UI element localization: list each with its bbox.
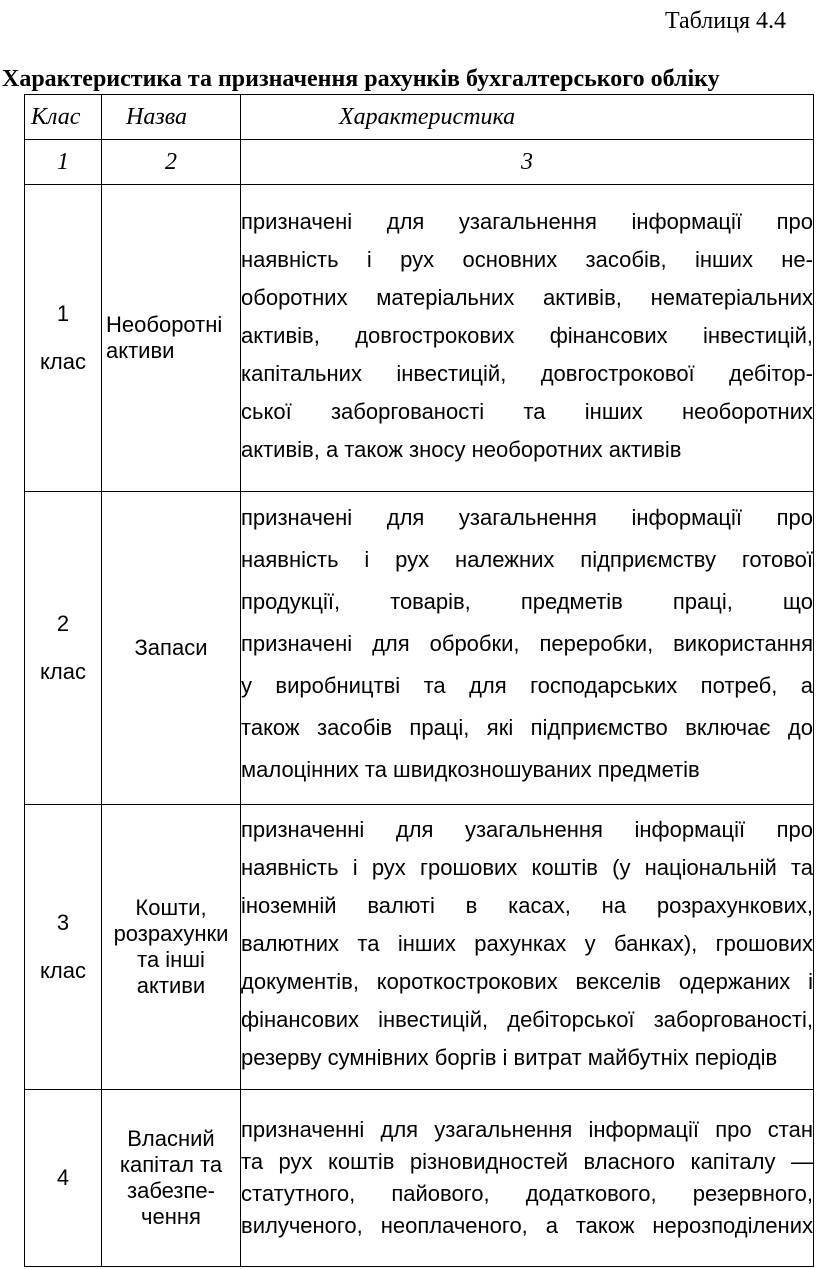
class-cell <box>25 805 102 1090</box>
class-cell <box>25 1090 102 1267</box>
column-number: 2 <box>102 140 241 185</box>
description-line: активів, а також зносу необоротних активів <box>241 437 682 462</box>
account-name: Власний капітал та забезпе- чення <box>102 1090 241 1267</box>
description-line: малоцінних та швидкозношуваних предметів <box>241 757 700 782</box>
class-word: клас <box>40 349 86 374</box>
class-number: 2 <box>56 611 70 636</box>
class-number: 3 <box>56 910 70 935</box>
account-name: Кошти, розрахунки та інші активи <box>102 805 241 1090</box>
description-line: наявність і рух основних засобів, інших не- <box>241 247 813 272</box>
header-name: Назва <box>102 95 241 140</box>
class-word: клас <box>40 659 86 684</box>
description-line: статутного, пайового, додаткового, резервного, <box>241 1181 813 1206</box>
table-row <box>25 805 814 1090</box>
header-class: Клас <box>25 95 102 140</box>
table-row <box>25 185 814 492</box>
description-line: призначені для узагальнення інформації про <box>241 505 813 530</box>
account-description <box>241 185 814 492</box>
header-row <box>25 95 814 140</box>
document-title: Характеристика та призначення рахунків бухгалтерського обліку <box>2 66 720 92</box>
account-description <box>241 492 814 805</box>
account-description <box>241 1090 814 1267</box>
accounts-table <box>24 94 814 1267</box>
description-line: вилученого, неоплаченого, а також нерозподілених <box>241 1213 813 1238</box>
description-line: у виробництві та для господарських потреб, а <box>241 673 813 698</box>
account-name: Необоротні активи <box>102 185 241 492</box>
class-number: 1 <box>56 301 70 326</box>
table-row <box>25 492 814 805</box>
description-line: валютних та інших рахунках у банках), грошових <box>241 931 813 956</box>
description-line: продукції, товарів, предметів праці, що <box>241 589 813 614</box>
description-line: оборотних матеріальних активів, нематеріальних <box>241 285 813 310</box>
account-name: Запаси <box>102 492 241 805</box>
column-number-row <box>25 140 814 185</box>
description-line: призначені для обробки, переробки, використання <box>241 631 813 656</box>
description-line: наявність і рух грошових коштів (у національній та <box>241 855 813 880</box>
description-line: фінансових інвестицій, дебіторської заборгованості, <box>241 1007 813 1032</box>
column-number: 1 <box>25 140 102 185</box>
account-description <box>241 805 814 1090</box>
class-cell <box>25 492 102 805</box>
description-line: резерву сумнівних боргів і витрат майбутніх періодів <box>241 1045 778 1070</box>
description-line: ської заборгованості та інших необоротних <box>241 399 813 424</box>
description-line: документів, короткострокових векселів одержаних і <box>241 969 813 994</box>
column-number: 3 <box>241 140 814 185</box>
description-line: призначенні для узагальнення інформації про <box>241 817 813 842</box>
description-line: іноземній валюті в касах, на розрахункових, <box>241 893 813 918</box>
description-line: та рух коштів різновидностей власного капіталу — <box>241 1149 813 1174</box>
description-line: призначенні для узагальнення інформації про стан <box>241 1117 813 1142</box>
table-row <box>25 1090 814 1267</box>
description-line: капітальних інвестицій, довгострокової дебітор- <box>241 361 813 386</box>
class-word: клас <box>40 958 86 983</box>
description-line: призначені для узагальнення інформації про <box>241 209 813 234</box>
table-number: Таблиця 4.4 <box>664 8 786 34</box>
header-characteristic: Характеристика <box>241 95 814 140</box>
description-line: активів, довгострокових фінансових інвестицій, <box>241 323 813 348</box>
description-line: також засобів праці, які підприємство включає до <box>241 715 813 740</box>
class-number: 4 <box>56 1165 70 1190</box>
description-line: наявність і рух належних підприємству готової <box>241 547 813 572</box>
class-cell <box>25 185 102 492</box>
